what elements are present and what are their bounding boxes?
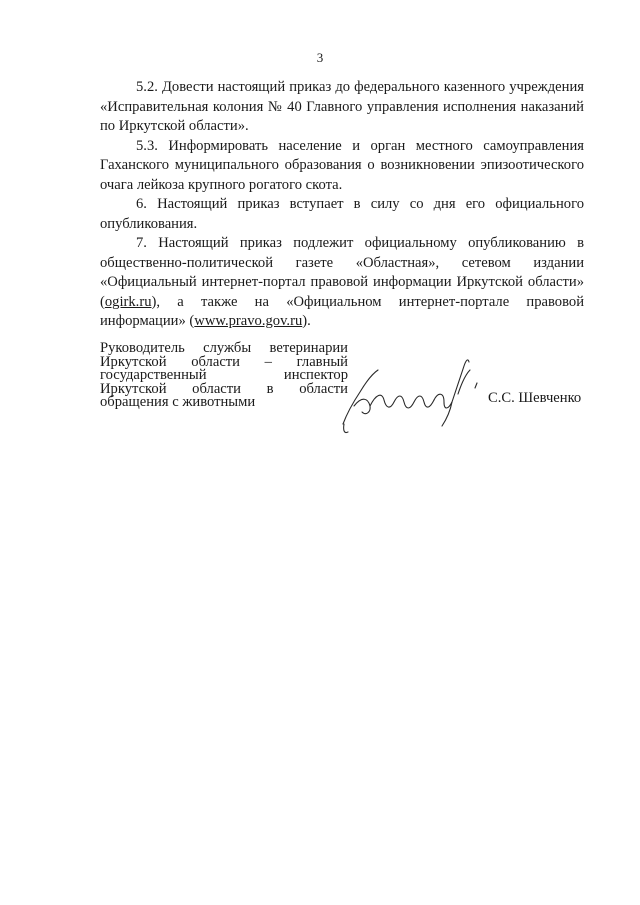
order-text: [100, 78, 584, 332]
position-line: Руководитель службы ветеринарии: [100, 340, 348, 356]
signer-position: [100, 342, 348, 410]
handwritten-signature: [338, 352, 488, 436]
signer-name: С.С. Шевченко: [488, 390, 582, 406]
paragraph-7-text-middle: ), а также на «Официальном интернет-портале правовой информации» (: [100, 293, 584, 329]
paragraph-5-3: 5.3. Информировать население и орган местного самоуправления Гаханского муниципального образования о возникновении эпизоотического очага лейкоза крупного рогатого скота.: [100, 137, 584, 193]
paragraph-7-text-start: 7. Настоящий приказ подлежит официальному опубликованию в общественно-политической газете «Областная», сетевом издании «Официальный интернет-портал правовой информации Иркутской области» (: [100, 235, 584, 310]
ogirk-link[interactable]: ogirk.ru: [104, 293, 152, 310]
paragraph-6: 6. Настоящий приказ вступает в силу со дня его официального опубликования.: [100, 196, 584, 232]
page-number: 3: [316, 50, 324, 65]
position-line: Иркутской области – главный: [100, 353, 348, 370]
paragraph-5-2: 5.2. Довести настоящий приказ до федерального казенного учреждения «Исправительная колония № 40 Главного управления исполнения наказаний по Иркутской области».: [100, 79, 584, 134]
position-line: Иркутской области в области: [100, 380, 348, 397]
position-line: государственный инспектор: [100, 367, 348, 383]
position-line: обращения с животными: [100, 394, 256, 410]
pravo-gov-link[interactable]: www.pravo.gov.ru: [194, 313, 303, 329]
paragraph-7-text-end: ).: [302, 313, 311, 329]
paragraph-7: [100, 234, 584, 332]
